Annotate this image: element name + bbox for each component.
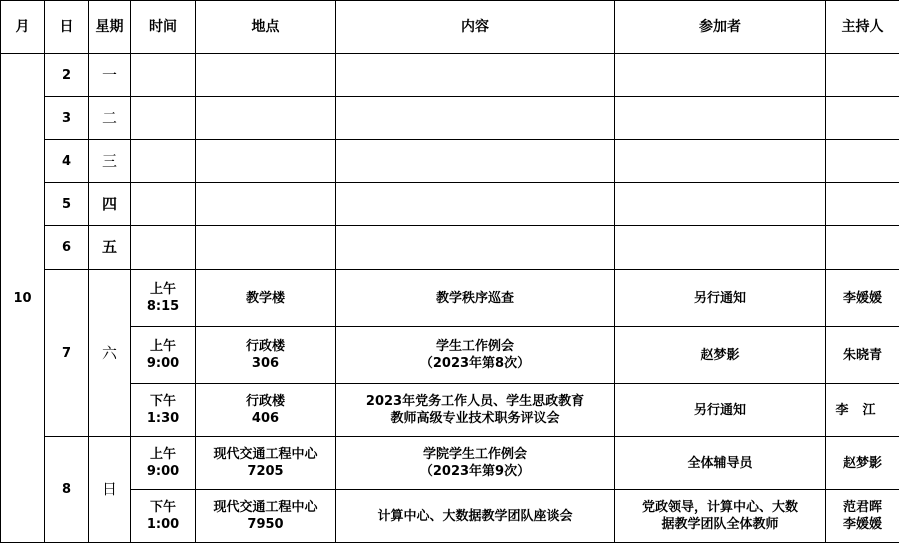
host-cell	[826, 97, 899, 140]
weekday-cell: 六	[89, 270, 131, 437]
location-cell: 行政楼 306	[196, 327, 336, 384]
day-cell: 8	[45, 437, 89, 543]
host-cell: 朱晓青	[826, 327, 899, 384]
host-cell: 赵梦影	[826, 437, 899, 490]
time-cell	[131, 97, 196, 140]
content-cell: 学院学生工作例会 （2023年第9次）	[336, 437, 615, 490]
time-cell	[131, 226, 196, 270]
time-cell: 上午 9:00	[131, 327, 196, 384]
participants-cell	[615, 226, 826, 270]
participants-cell: 党政领导，计算中心、大数 据教学团队全体教师	[615, 490, 826, 543]
time-cell: 上午 8:15	[131, 270, 196, 327]
location-cell: 教学楼	[196, 270, 336, 327]
table-row	[1, 270, 899, 327]
participants-cell	[615, 183, 826, 226]
table-row	[1, 54, 899, 97]
location-cell	[196, 183, 336, 226]
host-cell: 李媛媛	[826, 270, 899, 327]
header-month: 月	[1, 1, 45, 54]
day-cell: 3	[45, 97, 89, 140]
day-cell: 7	[45, 270, 89, 437]
table-row	[1, 490, 899, 543]
host-cell	[826, 226, 899, 270]
month-cell: 10	[1, 54, 45, 543]
weekday-cell: 五	[89, 226, 131, 270]
header-weekday: 星期	[89, 1, 131, 54]
table-row	[1, 437, 899, 490]
location-cell: 行政楼 406	[196, 384, 336, 437]
host-cell	[826, 183, 899, 226]
location-cell	[196, 226, 336, 270]
time-cell	[131, 183, 196, 226]
participants-cell: 另行通知	[615, 384, 826, 437]
location-cell	[196, 54, 336, 97]
table-row	[1, 183, 899, 226]
time-cell: 下午 1:30	[131, 384, 196, 437]
time-cell: 上午 9:00	[131, 437, 196, 490]
table-row	[1, 140, 899, 183]
location-cell	[196, 97, 336, 140]
header-location: 地点	[196, 1, 336, 54]
host-cell	[826, 54, 899, 97]
day-cell: 4	[45, 140, 89, 183]
host-cell: 范君晖 李媛媛	[826, 490, 899, 543]
table-row	[1, 384, 899, 437]
participants-cell: 另行通知	[615, 270, 826, 327]
table-row	[1, 226, 899, 270]
participants-cell	[615, 140, 826, 183]
participants-cell: 赵梦影	[615, 327, 826, 384]
content-cell: 学生工作例会 （2023年第8次）	[336, 327, 615, 384]
weekday-cell: 一	[89, 54, 131, 97]
content-cell: 教学秩序巡查	[336, 270, 615, 327]
header-time: 时间	[131, 1, 196, 54]
weekday-cell: 二	[89, 97, 131, 140]
header-participants: 参加者	[615, 1, 826, 54]
content-cell	[336, 226, 615, 270]
day-cell: 6	[45, 226, 89, 270]
time-cell	[131, 54, 196, 97]
table-row	[1, 327, 899, 384]
weekday-cell: 四	[89, 183, 131, 226]
participants-cell	[615, 97, 826, 140]
content-cell: 计算中心、大数据教学团队座谈会	[336, 490, 615, 543]
host-cell: 李江	[826, 384, 899, 437]
content-cell	[336, 54, 615, 97]
location-cell	[196, 140, 336, 183]
content-cell: 2023年党务工作人员、学生思政教育 教师高级专业技术职务评议会	[336, 384, 615, 437]
weekday-cell: 日	[89, 437, 131, 543]
header-day: 日	[45, 1, 89, 54]
time-cell: 下午 1:00	[131, 490, 196, 543]
day-cell: 2	[45, 54, 89, 97]
header-content: 内容	[336, 1, 615, 54]
location-cell: 现代交通工程中心 7950	[196, 490, 336, 543]
participants-cell	[615, 54, 826, 97]
content-cell	[336, 97, 615, 140]
table-row	[1, 97, 899, 140]
content-cell	[336, 140, 615, 183]
time-cell	[131, 140, 196, 183]
host-cell	[826, 140, 899, 183]
weekday-cell: 三	[89, 140, 131, 183]
day-cell: 5	[45, 183, 89, 226]
header-host: 主持人	[826, 1, 899, 54]
participants-cell: 全体辅导员	[615, 437, 826, 490]
content-cell	[336, 183, 615, 226]
location-cell: 现代交通工程中心 7205	[196, 437, 336, 490]
header-row	[1, 1, 899, 54]
